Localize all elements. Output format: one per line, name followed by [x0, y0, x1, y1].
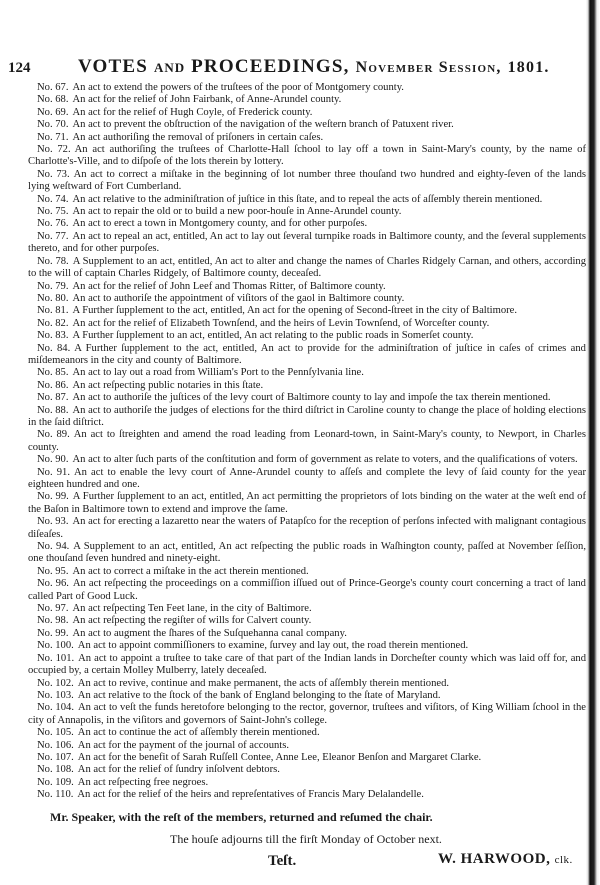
act-number: No. 90.: [37, 454, 69, 466]
act-item: [28, 615, 586, 627]
act-text: An act for the relief of Hugh Coyle, of Frederick county.: [72, 106, 313, 118]
act-text: A Further ſupplement to an act, entitled, An act permitting the proprietors of lots binding on the water at the weſt end of the Baſon in Baltimore town to extend and improve the ſame.: [28, 491, 586, 515]
act-item: [28, 405, 586, 430]
act-text: An act for erecting a lazaretto near the waters of Patapſco for the reception of perſons infected with malignant contagious diſeaſes.: [28, 516, 586, 540]
act-text: An act authoriſing the removal of priſoners in certain caſes.: [72, 131, 324, 143]
act-number: No. 82.: [37, 317, 69, 329]
act-number: No. 79.: [37, 280, 69, 292]
act-item: [28, 653, 586, 678]
act-number: No. 104.: [37, 702, 74, 714]
act-number: No. 83.: [37, 330, 69, 342]
act-text: An act to authoriſe the appointment of viſitors of the gaol in Baltimore county.: [72, 292, 405, 304]
act-item: [28, 194, 586, 206]
act-number: No. 76.: [37, 218, 69, 230]
act-number: No. 95.: [37, 565, 69, 577]
act-text: An act reſpecting public notaries in this ſtate.: [72, 379, 264, 391]
act-number: No. 88.: [37, 404, 69, 416]
act-number: No. 72.: [37, 144, 71, 156]
act-number: No. 98.: [37, 615, 69, 627]
act-item: [28, 330, 586, 342]
act-item: [28, 343, 586, 368]
acts-list: [28, 82, 586, 802]
act-item: [28, 516, 586, 541]
act-item: [28, 467, 586, 492]
act-number: No. 84.: [37, 342, 71, 354]
act-item: [28, 454, 586, 466]
act-item: [28, 305, 586, 317]
act-item: [28, 281, 586, 293]
act-number: No. 96.: [37, 578, 69, 590]
act-text: An act to authoriſe the judges of elections for the third diſtrict in Caroline county to change the place of holding elections in the ſaid diſtrict.: [28, 404, 586, 428]
act-item: [28, 764, 586, 776]
act-number: No. 110.: [37, 789, 74, 801]
act-text: An act to extend the powers of the truſtees of the poor of Montgomery county.: [72, 82, 404, 93]
act-text: An act to appoint commiſſioners to examine, ſurvey and lay out, the road therein mentioned.: [77, 640, 469, 652]
act-text: An act for the relief of Elizabeth Townſend, and the heirs of Levin Townſend, of Worceſter county.: [72, 317, 490, 329]
act-item: [28, 690, 586, 702]
act-item: [28, 144, 586, 169]
act-item: [28, 206, 586, 218]
act-number: No. 71.: [37, 131, 69, 143]
act-number: No. 108.: [37, 764, 74, 776]
act-number: No. 78.: [37, 255, 69, 267]
act-number: No. 81.: [37, 305, 69, 317]
act-text: An act for the payment of the journal of accounts.: [77, 739, 290, 751]
act-text: An act to correct a miſtake in the beginning of lot number three thouſand two hundred and eighty-ſeven of the lands lying weſtward of Fort Cumberland.: [28, 168, 586, 193]
act-text: An act to ſtreighten and amend the road leading from Leonard-town, in Saint-Mary's county, to Newport, in Charles county.: [28, 429, 586, 453]
act-item: [28, 256, 586, 281]
act-text: An act to repair the old or to build a new poor-houſe in Anne-Arundel county.: [72, 206, 402, 218]
title-proceedings: PROCEEDINGS,: [191, 56, 350, 77]
page-header: [8, 56, 586, 80]
act-item: [28, 293, 586, 305]
act-number: No. 97.: [37, 603, 69, 615]
act-item: [28, 491, 586, 516]
act-text: An act to augment the ſhares of the Suſquehanna canal company.: [72, 627, 347, 639]
act-number: No. 67.: [37, 82, 69, 93]
act-text: An act to lay out a road from William's Port to the Pennſylvania line.: [72, 367, 364, 379]
act-item: [28, 740, 586, 752]
act-number: No. 102.: [37, 677, 74, 689]
act-text: An act to prevent the obſtruction of the navigation of the weſtern branch of Patuxent river.: [72, 119, 454, 131]
act-item: [28, 678, 586, 690]
act-text: A Further ſupplement to the act, entitled, An act to provide for the adminiſtration of juſtice in caſes of crimes and miſdemeanors in the city and county of Baltimore.: [28, 342, 586, 366]
act-number: No. 107.: [37, 751, 74, 763]
act-text: An act to alter ſuch parts of the conſtitution and form of government as relate to voters, and the qualifications of voters.: [72, 454, 578, 466]
act-item: [28, 119, 586, 131]
act-item: [28, 82, 586, 94]
act-text: An act relative to the adminiſtration of juſtice in this ſtate, and to repeal the acts of aſſembly therein mentioned.: [72, 193, 543, 205]
act-item: [28, 94, 586, 106]
clerk-name: W. HARWOOD,: [438, 850, 551, 867]
act-item: [28, 318, 586, 330]
title-year: 1801.: [507, 59, 550, 76]
act-number: No. 68.: [37, 94, 69, 106]
title-votes: VOTES: [78, 56, 149, 77]
act-text: An act authoriſing the truſtees of Charlotte-Hall ſchool to lay off a town in Saint-Mary's county, by the name of Charlotte's-Ville, and to diſpoſe of the lots therein by lottery.: [28, 144, 586, 168]
act-number: No. 86.: [37, 379, 69, 391]
act-item: [28, 628, 586, 640]
act-number: No. 100.: [37, 640, 74, 652]
act-text: An act to appoint a truſtee to take care of that part of the Indian lands in Dorcheſter county which was laid off for, and occupied by, a certain Molley Mulberry, lately deceaſed.: [28, 652, 586, 677]
act-item: [28, 107, 586, 119]
act-text: An act reſpecting the proceedings on a commiſſion iſſued out of Prince-George's county court concerning a tract of land called Part of Good Luck.: [28, 578, 586, 602]
act-item: [28, 380, 586, 392]
act-text: An act to revive, continue and make permanent, the acts of aſſembly therein mentioned.: [77, 677, 450, 689]
act-text: An act to enable the levy court of Anne-Arundel county to aſſeſs and complete the levy of ſaid county for the year eighteen hundred and one.: [28, 466, 586, 490]
act-text: An act to continue the act of aſſembly therein mentioned.: [77, 727, 320, 739]
act-text: A Further ſupplement to an act, entitled, An act relating to the public roads in Somerſet county.: [72, 330, 474, 342]
adjourn-line: The houſe adjourns till the firſt Monday of October next.: [170, 831, 442, 846]
test-label: Teſt.: [268, 852, 297, 869]
act-item: [28, 578, 586, 603]
act-text: A Supplement to an act, entitled, An act to alter and change the names of Charles Ridgely Carnan, and others, according to the will of captain Charles Ridgely, of Baltimore county, deceaſed.: [28, 255, 586, 280]
act-text: An act reſpecting Ten Feet lane, in the city of Baltimore.: [72, 603, 312, 615]
act-item: [28, 231, 586, 256]
scan-edge: [586, 0, 600, 885]
speaker-line: Mr. Speaker, with the reſt of the members, returned and reſumed the chair.: [50, 809, 433, 824]
act-text: An act for the relief of ſundry inſolvent debtors.: [77, 764, 280, 776]
act-number: No. 91.: [37, 466, 70, 478]
act-text: A Further ſupplement to the act, entitled, An act for the opening of Second-ſtreet in the city of Baltimore.: [72, 305, 518, 317]
act-text: An act to repeal an act, entitled, An act to lay out ſeveral turnpike roads in Baltimore county, and the ſeveral supplements thereto, and for other purpoſes.: [28, 230, 586, 255]
act-number: No. 85.: [37, 367, 69, 379]
act-number: No. 73.: [37, 168, 70, 180]
act-item: [28, 566, 586, 578]
act-item: [28, 702, 586, 727]
act-text: An act for the relief of John Fairbank, of Anne-Arundel county.: [72, 94, 342, 106]
act-number: No. 99.: [37, 491, 69, 503]
act-item: [28, 429, 586, 454]
act-number: No. 105.: [37, 727, 74, 739]
act-text: An act relative to the ſtock of the bank of England belonging to the ſtate of Maryland.: [77, 689, 441, 701]
act-item: [28, 727, 586, 739]
act-text: A Supplement to an act, entitled, An act reſpecting the public roads in Waſhington county, paſſed at November ſeſſion, one thouſand ſeven hundred and ninety-eight.: [28, 541, 586, 565]
act-text: An act to veſt the funds heretofore belonging to the rector, governor, truſtees and viſitors, of King William ſchool in the city of Annapolis, in the viſitors and governors of Saint-John's college.: [28, 702, 586, 726]
act-number: No. 80.: [37, 292, 69, 304]
act-number: No. 94.: [37, 541, 70, 553]
act-number: No. 103.: [37, 689, 74, 701]
act-number: No. 99.: [37, 627, 69, 639]
act-text: An act to authoriſe the juſtices of the levy court of Baltimore county to lay and impoſe the tax therein mentioned.: [72, 392, 551, 404]
act-item: [28, 603, 586, 615]
act-text: An act reſpecting free negroes.: [77, 776, 209, 788]
act-number: No. 74.: [37, 193, 69, 205]
act-item: [28, 541, 586, 566]
act-number: No. 70.: [37, 119, 69, 131]
act-item: [28, 132, 586, 144]
act-number: No. 93.: [37, 516, 69, 528]
act-number: No. 77.: [37, 230, 69, 242]
act-number: No. 89.: [37, 429, 70, 441]
act-item: [28, 789, 586, 801]
act-item: [28, 218, 586, 230]
act-text: An act to erect a town in Montgomery county, and for other purpoſes.: [72, 218, 368, 230]
act-text: An act to correct a miſtake in the act therein mentioned.: [72, 565, 309, 577]
page-title: [78, 56, 550, 78]
act-number: No. 69.: [37, 106, 69, 118]
act-text: An act for the relief of John Leef and Thomas Ritter, of Baltimore county.: [72, 280, 386, 292]
title-and: AND: [154, 60, 186, 75]
signature-row: [8, 851, 586, 875]
act-number: No. 75.: [37, 206, 69, 218]
act-item: [28, 640, 586, 652]
act-text: An act reſpecting the regiſter of wills for Calvert county.: [72, 615, 312, 627]
act-number: No. 101.: [37, 652, 75, 664]
act-text: An act for the relief of the heirs and repreſentatives of Francis Mary Delalandelle.: [77, 789, 424, 801]
act-item: [28, 752, 586, 764]
act-number: No. 109.: [37, 776, 74, 788]
act-text: An act for the benefit of Sarah Ruſſell Contee, Anne Lee, Eleanor Benſon and Margaret Clarke.: [77, 751, 482, 763]
title-session: November Session,: [355, 59, 502, 76]
act-number: No. 106.: [37, 739, 74, 751]
act-item: [28, 777, 586, 789]
page-number: 124: [8, 60, 31, 76]
act-number: No. 87.: [37, 392, 69, 404]
act-item: [28, 392, 586, 404]
act-item: [28, 169, 586, 194]
act-item: [28, 367, 586, 379]
clerk-signature: [438, 851, 573, 868]
clerk-suffix: clk.: [554, 853, 573, 866]
